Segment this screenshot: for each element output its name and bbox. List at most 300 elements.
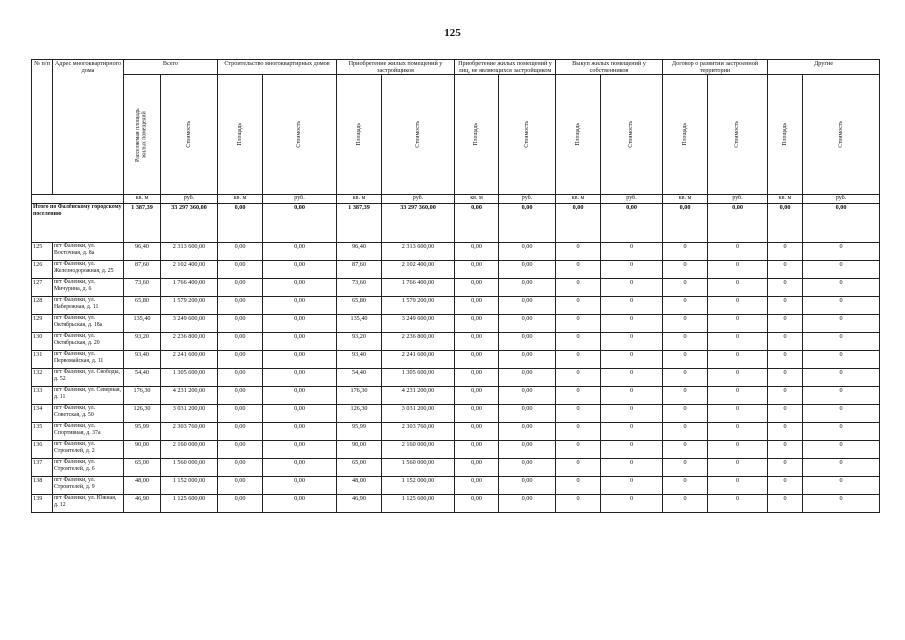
row-cell: 0 [663,297,708,315]
row-cell: 0 [768,261,803,279]
header-group-purchase-non-developer: Приобретение жилых помещений у лиц, не являющихся застройщиком [455,60,556,75]
row-cell: 0 [601,477,663,495]
row-cell: 2 236 800,00 [161,333,218,351]
row-cell: 0 [556,315,601,333]
row-cell: 2 313 600,00 [161,243,218,261]
row-cell: 0 [803,243,880,261]
row-address: пгт Фаленки, ул. Строителей, д. 9 [53,477,124,495]
row-cell: 0 [708,315,768,333]
row-cell: 0 [708,243,768,261]
row-cell: 0 [803,369,880,387]
row-cell: 0 [803,459,880,477]
row-cell: 73,60 [337,279,382,297]
row-cell: 0,00 [218,279,263,297]
row-cell: 0,00 [263,495,337,513]
row-cell: 87,60 [337,261,382,279]
unit-cost: руб. [161,195,218,204]
row-cell: 0,00 [263,459,337,477]
total-cell: 0,00 [218,204,263,243]
row-cell: 1 560 000,00 [161,459,218,477]
row-cell: 48,00 [124,477,161,495]
row-cell: 0,00 [499,297,556,315]
row-cell: 54,40 [337,369,382,387]
row-cell: 0 [708,261,768,279]
row-cell: 0 [556,477,601,495]
row-number: 134 [32,405,53,423]
header-group-construction: Строительство многоквартирных домов [218,60,337,75]
unit-cost: руб. [708,195,768,204]
unit-area: кв. м [337,195,382,204]
row-cell: 87,60 [124,261,161,279]
row-number: 128 [32,297,53,315]
row-cell: 0 [803,315,880,333]
row-cell: 0 [768,423,803,441]
row-cell: 0,00 [455,243,499,261]
row-address: пгт Фаленки, ул. Свободы, д. 52 [53,369,124,387]
row-cell: 0,00 [263,369,337,387]
row-cell: 0 [601,369,663,387]
row-cell: 1 766 400,00 [161,279,218,297]
table-row [32,477,880,495]
row-cell: 0,00 [499,387,556,405]
row-cell: 0,00 [263,279,337,297]
row-cell: 3 249 600,00 [382,315,455,333]
row-number: 126 [32,261,53,279]
row-cell: 0 [663,333,708,351]
row-cell: 2 160 000,00 [161,441,218,459]
row-cell: 0 [803,477,880,495]
header-address: Адрес многоквартирного дома [53,60,124,195]
table-row [32,261,880,279]
row-cell: 2 236 800,00 [382,333,455,351]
row-cell: 0 [708,441,768,459]
row-cell: 0 [663,351,708,369]
units-spacer [32,195,124,204]
row-cell: 0,00 [218,369,263,387]
row-cell: 2 241 600,00 [161,351,218,369]
row-cell: 0 [803,495,880,513]
header-sub-cost: Стоимость [263,75,337,195]
row-cell: 0 [556,459,601,477]
total-cell: 33 297 360,00 [161,204,218,243]
row-address: пгт Фаленки, ул. Железнодорожная, д. 25 [53,261,124,279]
header-sub-cost: Стоимость [382,75,455,195]
row-cell: 0,00 [263,405,337,423]
total-label: Итого по Фалёнскому городскому поселению [32,204,124,243]
total-cell: 0,00 [263,204,337,243]
row-cell: 0 [708,495,768,513]
row-cell: 0 [663,315,708,333]
row-cell: 0,00 [499,495,556,513]
row-number: 135 [32,423,53,441]
row-cell: 0 [708,333,768,351]
row-number: 139 [32,495,53,513]
row-cell: 90,00 [337,441,382,459]
header-sub-cost: Стоимость [499,75,556,195]
row-cell: 0,00 [455,261,499,279]
row-cell: 2 160 000,00 [382,441,455,459]
row-cell: 0 [556,297,601,315]
row-cell: 0 [663,279,708,297]
row-cell: 0,00 [499,441,556,459]
row-cell: 2 303 760,00 [382,423,455,441]
row-cell: 0,00 [455,369,499,387]
unit-cost: руб. [382,195,455,204]
row-cell: 0 [803,387,880,405]
header-group-other: Другие [768,60,880,75]
table-row [32,243,880,261]
row-cell: 0,00 [218,495,263,513]
row-address: пгт Фаленки, ул. Октябрьская, д. 20 [53,333,124,351]
unit-area: кв. м [556,195,601,204]
row-cell: 0,00 [263,297,337,315]
row-cell: 54,40 [124,369,161,387]
table-row [32,495,880,513]
row-cell: 2 241 600,00 [382,351,455,369]
row-address: пгт Фаленки, ул. Набережная, д. 11 [53,297,124,315]
row-cell: 0,00 [455,297,499,315]
header-sub-cost: Стоимость [161,75,218,195]
row-cell: 0 [768,495,803,513]
row-cell: 0 [768,387,803,405]
row-cell: 0 [663,477,708,495]
unit-cost: руб. [499,195,556,204]
row-cell: 176,30 [124,387,161,405]
row-number: 130 [32,333,53,351]
row-cell: 46,90 [337,495,382,513]
row-cell: 0,00 [263,423,337,441]
unit-area: кв. м [768,195,803,204]
row-cell: 126,30 [124,405,161,423]
row-address: пгт Фаленки, ул. Южная, д. 12 [53,495,124,513]
row-cell: 0 [708,369,768,387]
total-cell: 1 387,39 [124,204,161,243]
row-cell: 0 [663,423,708,441]
row-number: 137 [32,459,53,477]
unit-area: кв. м [124,195,161,204]
row-cell: 0 [556,423,601,441]
row-address: пгт Фаленки, ул. Советская, д. 50 [53,405,124,423]
table-row [32,333,880,351]
row-cell: 0,00 [455,477,499,495]
row-number: 138 [32,477,53,495]
row-cell: 0,00 [499,315,556,333]
row-cell: 0 [601,243,663,261]
row-address: пгт Фаленки, ул. Строителей, д. 2 [53,441,124,459]
row-cell: 1 579 200,00 [161,297,218,315]
row-cell: 0,00 [263,477,337,495]
table-row [32,441,880,459]
row-cell: 135,40 [124,315,161,333]
row-cell: 0,00 [455,333,499,351]
row-cell: 0,00 [218,297,263,315]
row-cell: 1 125 600,00 [161,495,218,513]
row-cell: 0,00 [263,333,337,351]
row-cell: 0,00 [499,369,556,387]
row-cell: 0 [708,459,768,477]
row-address: пгт Фаленки, ул. Спортивная, д. 37а [53,423,124,441]
row-number: 125 [32,243,53,261]
row-cell: 2 313 600,00 [382,243,455,261]
row-cell: 0 [663,495,708,513]
row-address: пгт Фаленки, ул. Восточная, д. 8а [53,243,124,261]
row-cell: 0 [601,351,663,369]
row-cell: 65,80 [337,297,382,315]
row-cell: 0 [768,477,803,495]
row-cell: 0,00 [455,351,499,369]
row-cell: 0 [768,333,803,351]
unit-cost: руб. [803,195,880,204]
row-cell: 65,80 [124,297,161,315]
page-number: 125 [444,27,461,39]
row-cell: 0 [768,369,803,387]
row-cell: 0,00 [455,405,499,423]
row-cell: 0 [663,405,708,423]
header-sub-cost: Стоимость [803,75,880,195]
row-cell: 0,00 [499,279,556,297]
row-cell: 0 [556,405,601,423]
row-cell: 95,99 [124,423,161,441]
row-cell: 0 [803,405,880,423]
unit-cost: руб. [263,195,337,204]
row-cell: 0 [803,351,880,369]
row-cell: 0 [803,423,880,441]
row-cell: 0 [663,459,708,477]
row-cell: 4 231 200,00 [382,387,455,405]
total-cell: 0,00 [768,204,803,243]
header-group-purchase-developer: Приобретение жилых помещений у застройщиков [337,60,455,75]
row-address: пгт Фаленки, ул. Северная, д. 11 [53,387,124,405]
row-cell: 96,40 [337,243,382,261]
row-cell: 0 [556,495,601,513]
row-cell: 0 [556,387,601,405]
row-cell: 176,30 [337,387,382,405]
row-cell: 96,40 [124,243,161,261]
row-cell: 0 [601,261,663,279]
row-cell: 0 [663,387,708,405]
header-group-total: Всего [124,60,218,75]
header-sub-cost: Стоимость [601,75,663,195]
row-cell: 0 [708,423,768,441]
row-cell: 0,00 [218,333,263,351]
header-sub-resettled-area: Расселяемая площадь жилых помещений [124,75,161,195]
header-sub-area: Площадь [556,75,601,195]
row-cell: 1 560 000,00 [382,459,455,477]
row-cell: 0,00 [499,405,556,423]
row-cell: 4 231 200,00 [161,387,218,405]
row-cell: 0 [601,387,663,405]
row-cell: 0 [601,423,663,441]
row-cell: 0 [768,405,803,423]
header-no: № п/п [32,60,53,195]
row-cell: 0,00 [499,333,556,351]
row-cell: 0,00 [455,387,499,405]
header-sub-area: Площадь [455,75,499,195]
row-cell: 0,00 [263,387,337,405]
row-cell: 0,00 [455,279,499,297]
row-cell: 73,60 [124,279,161,297]
row-cell: 1 152 000,00 [382,477,455,495]
row-cell: 1 152 000,00 [161,477,218,495]
row-cell: 3 031 200,00 [161,405,218,423]
row-cell: 0,00 [218,243,263,261]
row-cell: 0 [803,279,880,297]
row-cell: 0 [768,351,803,369]
row-cell: 0,00 [455,459,499,477]
row-cell: 0,00 [218,387,263,405]
row-cell: 1 766 400,00 [382,279,455,297]
header-sub-area: Площадь [768,75,803,195]
row-cell: 0,00 [263,243,337,261]
total-cell: 33 297 360,00 [382,204,455,243]
row-number: 131 [32,351,53,369]
header-group-buyout: Выкуп жилых помещений у собственников [556,60,663,75]
row-cell: 0 [803,297,880,315]
row-cell: 0 [663,261,708,279]
row-cell: 0 [663,243,708,261]
row-address: пгт Фаленки, ул. Строителей, д. 6 [53,459,124,477]
row-cell: 0 [601,333,663,351]
row-cell: 0 [556,279,601,297]
row-cell: 0 [708,297,768,315]
total-row [32,204,880,243]
row-cell: 0,00 [499,459,556,477]
row-cell: 0 [708,405,768,423]
row-cell: 0,00 [455,423,499,441]
total-cell: 0,00 [708,204,768,243]
row-cell: 3 031 200,00 [382,405,455,423]
row-cell: 0 [768,315,803,333]
row-cell: 65,00 [337,459,382,477]
row-cell: 135,40 [337,315,382,333]
row-cell: 2 102 400,00 [161,261,218,279]
row-cell: 126,30 [337,405,382,423]
row-cell: 2 102 400,00 [382,261,455,279]
total-cell: 0,00 [803,204,880,243]
row-number: 136 [32,441,53,459]
row-cell: 0,00 [218,423,263,441]
table-row [32,459,880,477]
row-cell: 0 [601,405,663,423]
unit-cost: руб. [601,195,663,204]
header-row-groups [32,60,880,75]
row-cell: 0 [768,279,803,297]
row-cell: 1 305 600,00 [382,369,455,387]
row-cell: 0 [556,441,601,459]
row-cell: 1 305 600,00 [161,369,218,387]
row-cell: 0 [663,369,708,387]
row-cell: 65,00 [124,459,161,477]
total-cell: 0,00 [455,204,499,243]
row-cell: 0 [803,441,880,459]
table-row [32,315,880,333]
row-address: пгт Фаленки, ул. Первомайская, д. 11 [53,351,124,369]
row-cell: 0,00 [218,261,263,279]
resettlement-table [31,59,880,513]
row-cell: 95,99 [337,423,382,441]
unit-area: кв. м [663,195,708,204]
row-cell: 3 249 600,00 [161,315,218,333]
row-cell: 0 [601,441,663,459]
row-cell: 0,00 [499,423,556,441]
row-cell: 0,00 [218,405,263,423]
table-row [32,423,880,441]
row-number: 133 [32,387,53,405]
header-sub-area: Площадь [337,75,382,195]
total-cell: 0,00 [499,204,556,243]
row-cell: 0 [768,243,803,261]
row-address: пгт Фаленки, ул. Октябрьская, д. 18а [53,315,124,333]
row-cell: 0,00 [263,261,337,279]
table-row [32,369,880,387]
row-cell: 0,00 [263,315,337,333]
row-cell: 0,00 [218,351,263,369]
row-cell: 0,00 [263,441,337,459]
header-sub-area: Площадь [663,75,708,195]
table-row [32,405,880,423]
total-cell: 0,00 [556,204,601,243]
row-cell: 93,40 [124,351,161,369]
units-row [32,195,880,204]
row-cell: 0 [768,441,803,459]
header-sub-area: Площадь [218,75,263,195]
table-row [32,387,880,405]
row-cell: 0 [556,333,601,351]
row-cell: 46,90 [124,495,161,513]
row-cell: 0 [601,297,663,315]
row-cell: 2 303 760,00 [161,423,218,441]
total-cell: 0,00 [663,204,708,243]
row-cell: 0 [601,315,663,333]
row-number: 129 [32,315,53,333]
row-number: 127 [32,279,53,297]
row-cell: 0 [601,495,663,513]
row-cell: 90,00 [124,441,161,459]
row-cell: 0,00 [218,315,263,333]
table-row [32,351,880,369]
row-cell: 0,00 [499,477,556,495]
row-cell: 0 [556,369,601,387]
row-cell: 93,40 [337,351,382,369]
row-cell: 0,00 [218,441,263,459]
row-cell: 0,00 [218,477,263,495]
row-cell: 0 [708,477,768,495]
row-address: пгт Фаленки, ул. Мичурина, д. 6 [53,279,124,297]
row-cell: 0,00 [263,351,337,369]
unit-area: кв. м [218,195,263,204]
header-group-development-agreement: Договор о развитии застроенной территории [663,60,768,75]
row-cell: 0,00 [499,351,556,369]
header-sub-cost: Стоимость [708,75,768,195]
row-number: 132 [32,369,53,387]
row-cell: 0 [601,279,663,297]
row-cell: 1 579 200,00 [382,297,455,315]
row-cell: 0 [708,387,768,405]
row-cell: 0,00 [218,459,263,477]
row-cell: 1 125 600,00 [382,495,455,513]
row-cell: 0,00 [499,243,556,261]
row-cell: 0 [803,333,880,351]
row-cell: 0 [708,279,768,297]
unit-area: кв. м [455,195,499,204]
header-row-sub [32,75,880,195]
table-row [32,279,880,297]
row-cell: 0 [768,297,803,315]
row-cell: 0 [663,441,708,459]
row-cell: 48,00 [337,477,382,495]
total-cell: 0,00 [601,204,663,243]
row-cell: 0,00 [455,441,499,459]
